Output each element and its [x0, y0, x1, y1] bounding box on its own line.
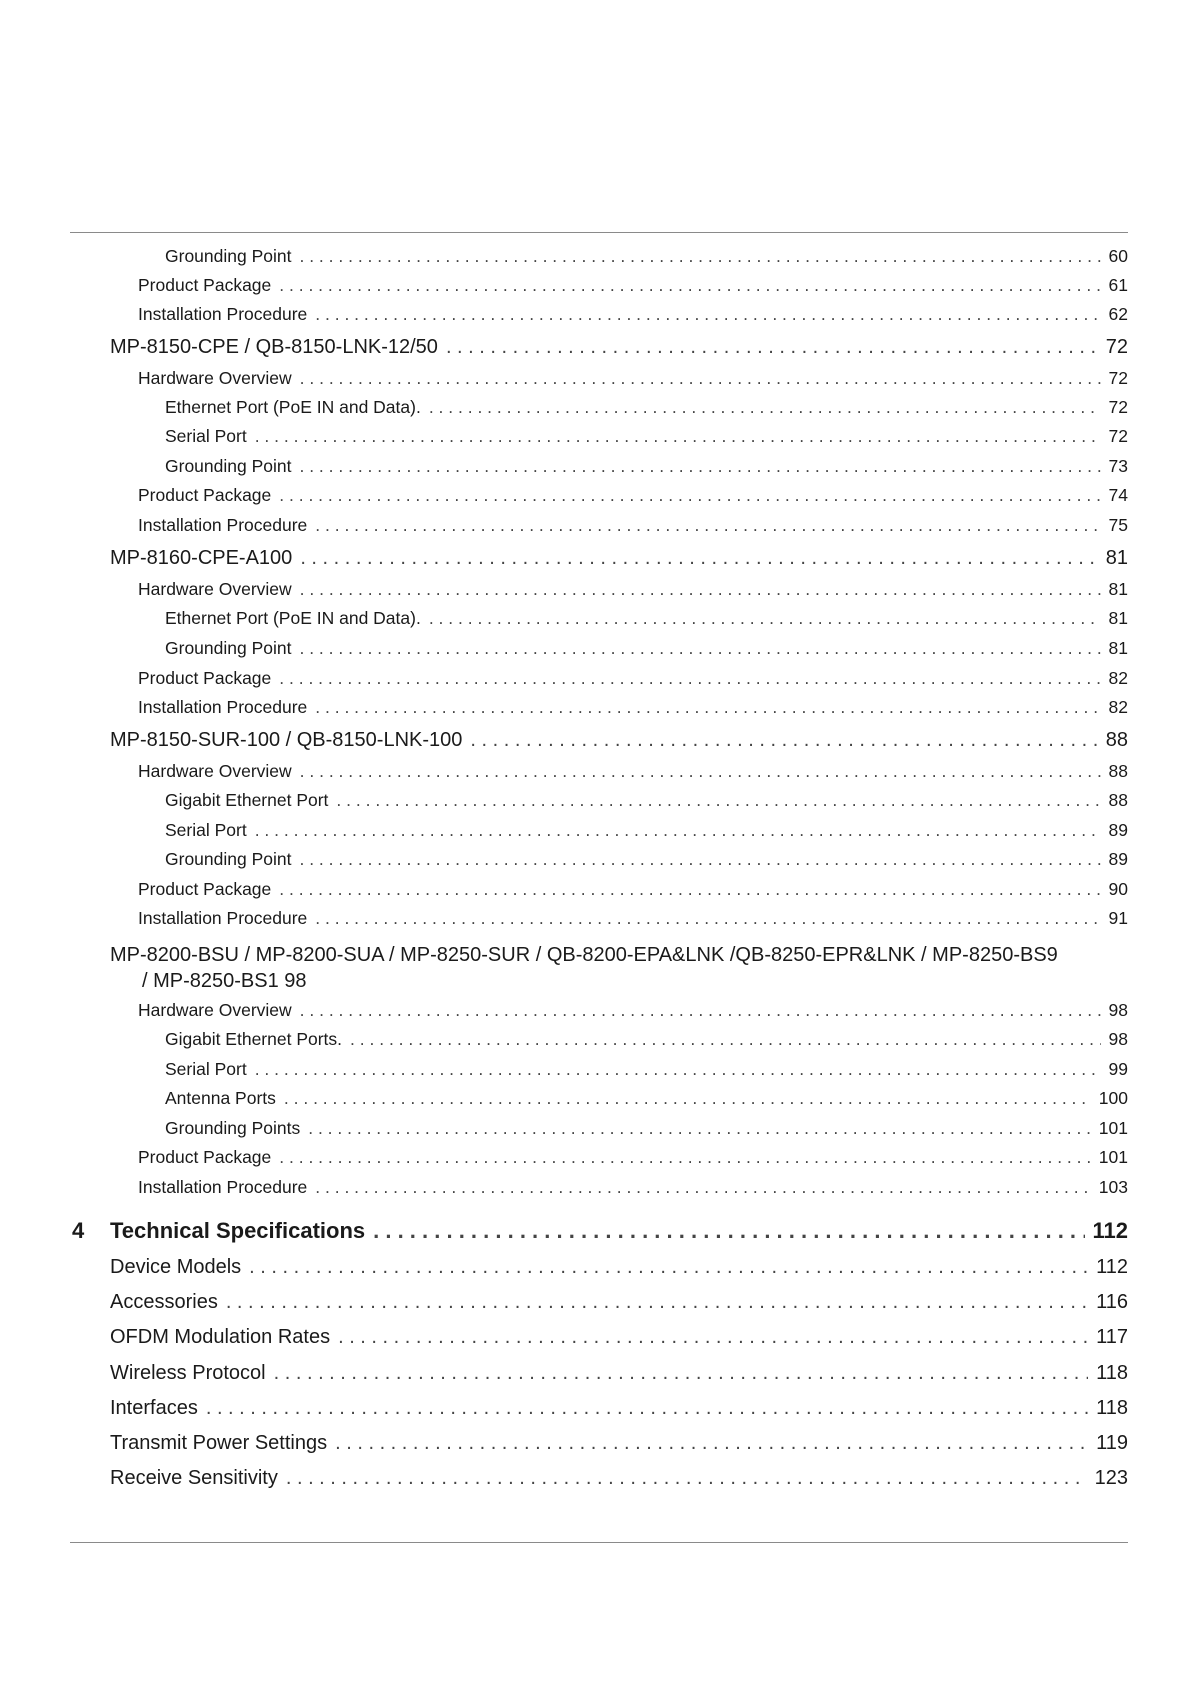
toc-entry-title: Hardware Overview	[138, 579, 292, 599]
toc-leader	[300, 368, 1101, 389]
toc-entry[interactable]	[0, 397, 1128, 418]
toc-entry[interactable]	[0, 668, 1128, 689]
toc-leader	[279, 879, 1100, 900]
toc-leader	[308, 1118, 1091, 1139]
toc-page-number: 101	[1098, 1147, 1128, 1167]
toc-page-number: 62	[1108, 304, 1128, 324]
toc-leader	[284, 1088, 1091, 1109]
toc-entry-title: Product Package	[138, 485, 272, 505]
toc-leader	[279, 485, 1100, 506]
toc-entry[interactable]	[0, 1118, 1128, 1139]
toc-leader	[279, 1147, 1091, 1168]
toc-entry[interactable]	[0, 246, 1128, 267]
toc-entry-title: Transmit Power Settings	[110, 1432, 328, 1454]
toc-leader	[315, 908, 1100, 929]
toc-leader	[255, 1059, 1101, 1080]
toc-entry-title: Installation Procedure	[138, 908, 308, 928]
toc-entry-title: Grounding Point	[165, 638, 292, 658]
toc-entry[interactable]	[0, 761, 1128, 782]
toc-entry[interactable]	[0, 579, 1128, 600]
toc-entry-title: MP-8150-SUR-100 / QB-8150-LNK-100	[110, 729, 463, 751]
toc-leader	[350, 1029, 1100, 1050]
toc-entry[interactable]	[0, 1177, 1128, 1198]
toc-page-number: 82	[1108, 697, 1128, 717]
toc-entry[interactable]	[0, 1326, 1128, 1349]
toc-leader	[335, 1432, 1088, 1455]
toc-entry-title: MP-8160-CPE-A100	[110, 547, 293, 569]
toc-entry-title: Installation Procedure	[138, 515, 308, 535]
toc-entry-wrapped[interactable]	[110, 942, 1128, 994]
toc-page-number: 100	[1098, 1088, 1128, 1108]
toc-leader	[279, 275, 1100, 296]
toc-page-number: 72	[1108, 368, 1128, 388]
toc-page-number: 118	[1096, 1397, 1128, 1419]
toc-entry-title: Product Package	[138, 275, 272, 295]
toc-entry-title: OFDM Modulation Rates	[110, 1326, 331, 1348]
toc-entry[interactable]	[0, 426, 1128, 447]
toc-page-number: 90	[1108, 879, 1128, 899]
toc-entry[interactable]	[0, 849, 1128, 870]
toc-leader	[255, 426, 1101, 447]
toc-leader	[299, 246, 1100, 267]
toc-leader	[315, 304, 1100, 325]
toc-leader	[300, 1000, 1101, 1021]
toc-page-number: 73	[1108, 456, 1128, 476]
toc-leader	[299, 638, 1100, 659]
toc-entry[interactable]	[0, 908, 1128, 929]
toc-entry[interactable]	[0, 1362, 1128, 1385]
toc-entry[interactable]	[0, 608, 1128, 629]
toc-leader	[299, 849, 1100, 870]
toc-entry-title: Serial Port	[165, 820, 247, 840]
toc-entry-title: Product Package	[138, 668, 272, 688]
toc-entry[interactable]	[0, 697, 1128, 718]
toc-page-number: 88	[1105, 729, 1128, 751]
toc-page-number: 98	[1108, 1000, 1128, 1020]
toc-leader	[315, 515, 1100, 536]
toc-page-number: 99	[1108, 1059, 1128, 1079]
toc-entry[interactable]	[0, 1467, 1128, 1490]
toc-entry-title: Product Package	[138, 1147, 272, 1167]
toc-entry-title: Grounding Points	[165, 1118, 301, 1138]
toc-page-number: 123	[1094, 1467, 1128, 1489]
toc-entry[interactable]	[0, 547, 1128, 570]
toc-leader	[429, 397, 1101, 418]
toc-entry-title-line1: MP-8200-BSU / MP-8200-SUA / MP-8250-SUR / QB-8200-EPA&LNK /QB-8250-EPR&LNK / MP-8250-BS9	[110, 944, 1058, 966]
toc-entry-title: Grounding Point	[165, 246, 292, 266]
toc-entry-title: Gigabit Ethernet Port	[165, 790, 329, 810]
toc-leader	[315, 1177, 1091, 1198]
toc-page-number: 75	[1108, 515, 1128, 535]
toc-page-number: 88	[1108, 790, 1128, 810]
toc-entry[interactable]	[0, 1147, 1128, 1168]
toc-page-number: 72	[1108, 397, 1128, 417]
toc-entry-title: Accessories	[110, 1291, 218, 1313]
toc-entry-title: Ethernet Port (PoE IN and Data).	[165, 608, 421, 628]
toc-entry-title: Gigabit Ethernet Ports.	[165, 1029, 343, 1049]
toc-leader	[249, 1256, 1088, 1279]
toc-page-number: 74	[1108, 485, 1128, 505]
toc-leader	[255, 820, 1101, 841]
toc-page-number: 117	[1096, 1326, 1128, 1348]
toc-leader	[373, 1218, 1084, 1244]
toc-entry[interactable]	[0, 1397, 1128, 1420]
toc-page-number: 81	[1108, 579, 1128, 599]
toc-entry-title: Serial Port	[165, 1059, 247, 1079]
toc-leader	[338, 1326, 1088, 1349]
toc-leader	[206, 1397, 1088, 1420]
toc-entry[interactable]	[0, 485, 1128, 506]
toc-entry[interactable]	[0, 1059, 1128, 1080]
toc-page-number: 101	[1098, 1118, 1128, 1138]
toc-page-number: 116	[1096, 1291, 1128, 1313]
toc-entry-title: Ethernet Port (PoE IN and Data).	[165, 397, 421, 417]
toc-entry[interactable]	[0, 1088, 1128, 1109]
toc-page-number: 81	[1105, 547, 1128, 569]
toc-page-number: 88	[1108, 761, 1128, 781]
toc-entry-title: Product Package	[138, 879, 272, 899]
toc-entry[interactable]	[0, 456, 1128, 477]
toc-entry-title: Installation Procedure	[138, 1177, 308, 1197]
toc-entry-title: Wireless Protocol	[110, 1362, 266, 1384]
toc-entry[interactable]	[0, 879, 1128, 900]
toc-entry[interactable]	[0, 304, 1128, 325]
toc-entry-title: Installation Procedure	[138, 697, 308, 717]
toc-entry-title: Grounding Point	[165, 456, 292, 476]
toc-page-number: 89	[1108, 820, 1128, 840]
toc-leader	[315, 697, 1100, 718]
toc-entry[interactable]	[0, 820, 1128, 841]
toc-leader	[299, 456, 1100, 477]
toc-leader	[286, 1467, 1087, 1490]
toc-entry-title: MP-8150-CPE / QB-8150-LNK-12/50	[110, 336, 438, 358]
toc-leader	[279, 668, 1100, 689]
toc-leader	[300, 547, 1097, 570]
toc-page-number: 81	[1108, 608, 1128, 628]
toc-entry[interactable]	[0, 1291, 1128, 1314]
toc-entry-title: Serial Port	[165, 426, 247, 446]
toc-entry[interactable]	[0, 729, 1128, 752]
toc-leader	[470, 729, 1097, 752]
toc-page-number: 89	[1108, 849, 1128, 869]
toc-entry[interactable]	[0, 336, 1128, 359]
toc-entry-title: Device Models	[110, 1256, 242, 1278]
toc-entry[interactable]	[0, 515, 1128, 536]
toc-page-number: 81	[1108, 638, 1128, 658]
toc-entry[interactable]	[0, 368, 1128, 389]
toc-entry[interactable]	[0, 1029, 1128, 1050]
toc-entry[interactable]	[0, 275, 1128, 296]
toc-page-number: 60	[1108, 246, 1128, 266]
toc-page-number: 118	[1096, 1362, 1128, 1384]
toc-entry-title-line2: / MP-8250-BS1 98	[142, 970, 307, 992]
toc-page-number: 112	[1096, 1256, 1128, 1278]
toc-page-number: 72	[1105, 336, 1128, 358]
toc-page-number: 119	[1096, 1432, 1128, 1454]
toc-chapter-entry[interactable]	[0, 1218, 1128, 1244]
toc-entry-title: Hardware Overview	[138, 368, 292, 388]
toc-leader	[300, 761, 1101, 782]
chapter-number: 4	[72, 1218, 85, 1243]
toc-entry[interactable]	[0, 790, 1128, 811]
toc-leader	[446, 336, 1098, 359]
toc-page-number: 61	[1108, 275, 1128, 295]
toc-page-number: 103	[1098, 1177, 1128, 1197]
toc-leader	[336, 790, 1100, 811]
toc-entry[interactable]	[0, 638, 1128, 659]
toc-leader	[226, 1291, 1088, 1314]
toc-leader	[274, 1362, 1089, 1385]
toc-entry-title: Hardware Overview	[138, 1000, 292, 1020]
toc-leader	[300, 579, 1101, 600]
toc-entry[interactable]	[0, 1432, 1128, 1455]
toc-entry-title: Interfaces	[110, 1397, 198, 1419]
chapter-title: Technical Specifications	[110, 1218, 366, 1243]
toc-entry-title: Antenna Ports	[165, 1088, 276, 1108]
toc-leader	[429, 608, 1101, 629]
toc-entry-title: Receive Sensitivity	[110, 1467, 278, 1489]
toc-entry-title: Installation Procedure	[138, 304, 308, 324]
toc-entry-title: Hardware Overview	[138, 761, 292, 781]
bottom-rule	[70, 1542, 1128, 1543]
toc-entry-title: Grounding Point	[165, 849, 292, 869]
toc-page-number: 82	[1108, 668, 1128, 688]
toc-page-number: 91	[1108, 908, 1128, 928]
toc-page-number: 72	[1108, 426, 1128, 446]
toc-entry[interactable]	[0, 1256, 1128, 1279]
chapter-page-number: 112	[1092, 1218, 1128, 1243]
toc-page-number: 98	[1108, 1029, 1128, 1049]
toc-entry[interactable]	[0, 1000, 1128, 1021]
